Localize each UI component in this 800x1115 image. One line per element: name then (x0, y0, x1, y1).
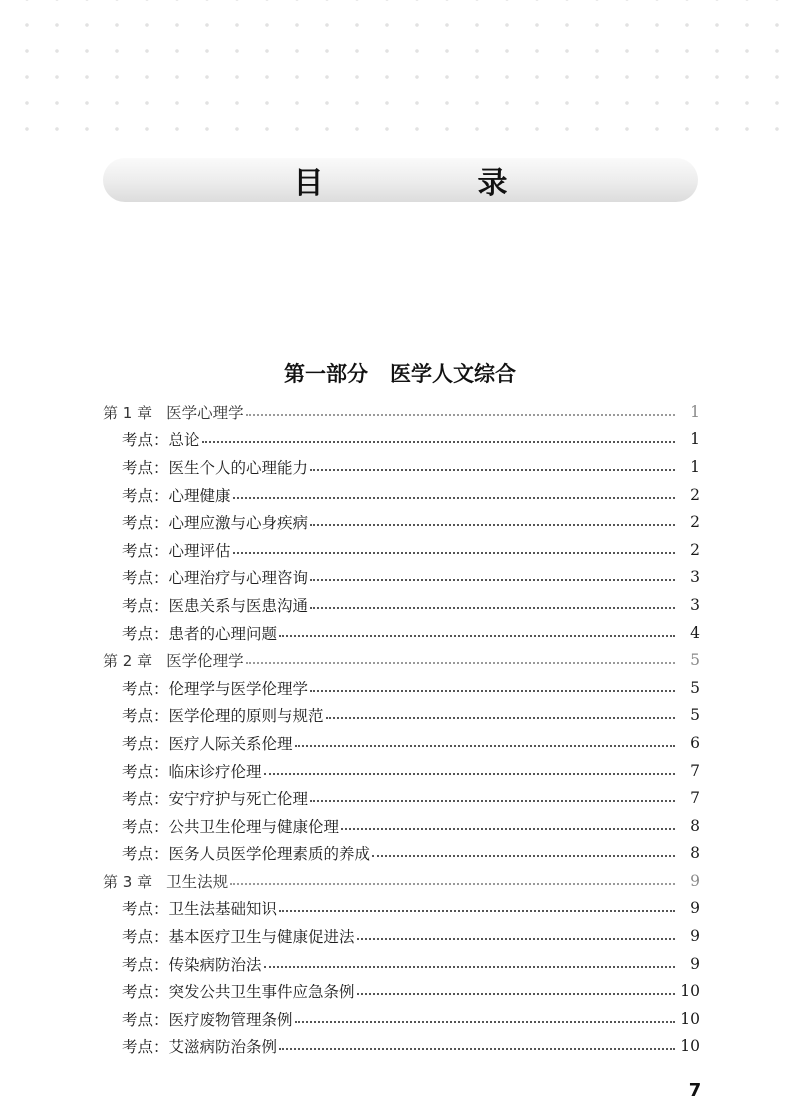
toc-item-row[interactable] (103, 591, 703, 619)
toc-item-row[interactable] (103, 840, 703, 868)
toc-label: 考点：传染病防治法 (122, 955, 262, 974)
toc-page-number: 5 (690, 678, 700, 697)
toc-label: 考点：卫生法基础知识 (122, 900, 278, 919)
toc-label: 考点：医生个人的心理能力 (122, 458, 309, 477)
toc-item-row[interactable] (103, 1033, 703, 1061)
dot-leader (341, 828, 675, 830)
toc-page-number: 9 (690, 871, 700, 890)
toc-chapter-row[interactable] (103, 867, 703, 895)
toc-page-number: 5 (690, 706, 700, 725)
toc-label (103, 870, 228, 892)
dot-leader (246, 662, 675, 664)
toc-item-row[interactable] (103, 784, 703, 812)
dot-leader (279, 1048, 675, 1050)
dot-leader (310, 690, 675, 692)
part-name: 第一部分 (284, 361, 368, 386)
toc-item-row[interactable] (103, 481, 703, 509)
page-title: 目 录 (293, 166, 570, 201)
dot-leader (310, 469, 675, 471)
toc-label (103, 401, 244, 423)
table-of-contents (103, 398, 703, 1060)
toc-label: 考点：公共卫生伦理与健康伦理 (122, 817, 340, 836)
dot-leader (310, 579, 675, 581)
toc-page-number: 2 (690, 540, 700, 559)
dot-leader (264, 966, 675, 968)
chapter-title: 医学心理学 (166, 403, 244, 422)
toc-page-number: 10 (680, 1037, 700, 1056)
toc-label: 考点：伦理学与医学伦理学 (122, 679, 309, 698)
dot-leader (310, 800, 675, 802)
toc-label: 考点：医疗人际关系伦理 (122, 734, 293, 753)
toc-item-row[interactable] (103, 922, 703, 950)
dot-leader (230, 883, 675, 885)
toc-item-row[interactable] (103, 895, 703, 923)
toc-item-row[interactable] (103, 729, 703, 757)
toc-label: 考点：临床诊疗伦理 (122, 762, 262, 781)
toc-page-number: 10 (680, 1009, 700, 1028)
toc-label: 考点：总论 (122, 431, 200, 450)
toc-label: 考点：医务人员医学伦理素质的养成 (122, 845, 371, 864)
dot-leader (310, 607, 675, 609)
toc-page-number: 9 (690, 899, 700, 918)
dot-leader (279, 635, 675, 637)
toc-page-number: 1 (690, 402, 700, 421)
toc-item-row[interactable] (103, 453, 703, 481)
toc-label: 考点：患者的心理问题 (122, 624, 278, 643)
chapter-number: 第 2 章 (103, 652, 153, 671)
toc-page-number: 1 (690, 457, 700, 476)
toc-page-number: 2 (690, 485, 700, 504)
dot-leader (326, 717, 675, 719)
toc-page-number: 1 (690, 430, 700, 449)
dot-leader (202, 441, 675, 443)
toc-page-number: 10 (680, 982, 700, 1001)
toc-label: 考点：医患关系与医患沟通 (122, 596, 309, 615)
dot-leader (310, 524, 675, 526)
toc-page-number: 6 (690, 733, 700, 752)
toc-label: 考点：心理治疗与心理咨询 (122, 569, 309, 588)
dot-leader (357, 993, 675, 995)
toc-item-row[interactable] (103, 508, 703, 536)
dot-leader (233, 552, 675, 554)
title-banner (103, 158, 698, 202)
dot-leader (279, 910, 675, 912)
dot-leader (295, 745, 675, 747)
toc-item-row[interactable] (103, 619, 703, 647)
toc-item-row[interactable] (103, 536, 703, 564)
toc-page-number: 9 (690, 954, 700, 973)
toc-page-number: 7 (690, 761, 700, 780)
toc-item-row[interactable] (103, 812, 703, 840)
dot-leader (246, 414, 675, 416)
part-heading (0, 358, 800, 388)
toc-label: 考点：心理应激与心身疾病 (122, 514, 309, 533)
chapter-number: 第 3 章 (103, 872, 153, 891)
toc-item-row[interactable] (103, 977, 703, 1005)
part-title-text: 医学人文综合 (390, 361, 516, 386)
toc-item-row[interactable] (103, 426, 703, 454)
toc-chapter-row[interactable] (103, 398, 703, 426)
toc-page-number: 9 (690, 927, 700, 946)
chapter-title: 医学伦理学 (166, 652, 244, 671)
toc-page-number: 3 (690, 595, 700, 614)
toc-label: 考点：突发公共卫生事件应急条例 (122, 983, 355, 1002)
toc-label: 考点：心理评估 (122, 541, 231, 560)
toc-item-row[interactable] (103, 564, 703, 592)
toc-page-number: 5 (690, 651, 700, 670)
chapter-title: 卫生法规 (166, 872, 229, 891)
dot-pattern-header (0, 0, 800, 140)
toc-label: 考点：安宁疗护与死亡伦理 (122, 790, 309, 809)
chapter-number: 第 1 章 (103, 403, 153, 422)
toc-page-number: 2 (690, 513, 700, 532)
page-number: 7 (688, 1080, 702, 1101)
dot-leader (233, 497, 675, 499)
toc-page-number: 3 (690, 568, 700, 587)
toc-item-row[interactable] (103, 757, 703, 785)
toc-label (103, 649, 244, 671)
dot-leader (372, 855, 675, 857)
toc-label: 考点：基本医疗卫生与健康促进法 (122, 928, 355, 947)
toc-page-number: 8 (690, 816, 700, 835)
toc-item-row[interactable] (103, 674, 703, 702)
toc-label: 考点：医疗废物管理条例 (122, 1010, 293, 1029)
toc-item-row[interactable] (103, 950, 703, 978)
toc-page-number: 8 (690, 844, 700, 863)
toc-page-number: 7 (690, 789, 700, 808)
toc-label: 考点：医学伦理的原则与规范 (122, 707, 324, 726)
toc-label: 考点：心理健康 (122, 486, 231, 505)
toc-page-number: 4 (690, 623, 700, 642)
toc-item-row[interactable] (103, 1005, 703, 1033)
toc-label: 考点：艾滋病防治条例 (122, 1038, 278, 1057)
dot-leader (264, 773, 675, 775)
toc-item-row[interactable] (103, 702, 703, 730)
dot-leader (357, 938, 675, 940)
dot-leader (295, 1021, 675, 1023)
toc-chapter-row[interactable] (103, 646, 703, 674)
